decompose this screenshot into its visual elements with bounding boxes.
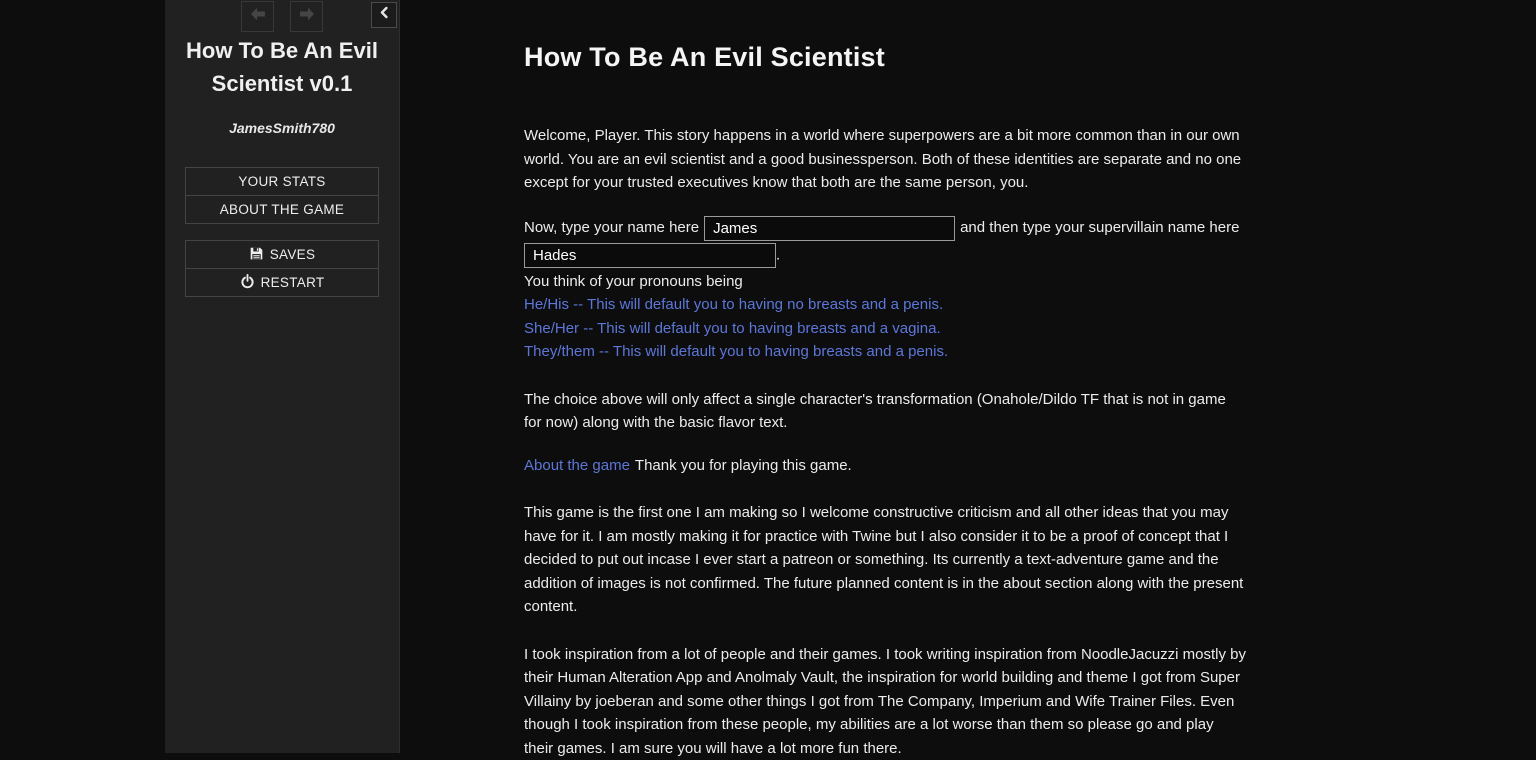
floppy-disk-icon [249, 246, 264, 264]
player-name-input[interactable] [704, 216, 955, 241]
sidebar-item-your-stats[interactable] [185, 167, 379, 196]
dev-note-paragraph: This game is the first one I am making so I welcome constructive criticism and all other ideas that you may have for it. I am mostly making it for practice with Twine but I also consider it to be a proof of concept that I decided to put out incase I ever start a patreon or something. Its currently a text-adventure game and the addition of images is not confirmed. The future planned content is in the about section along with the present content. [524, 501, 1246, 619]
arrow-right-icon [298, 5, 316, 28]
power-icon [240, 274, 255, 292]
about-the-game-link[interactable]: About the game [524, 457, 630, 474]
chevron-left-icon [377, 5, 392, 25]
passage [524, 0, 1246, 760]
sidebar-menu-group [185, 240, 379, 297]
about-the-game-label: ABOUT THE GAME [220, 202, 344, 217]
sidebar-nav-group [185, 167, 379, 224]
name-entry-line [524, 216, 1246, 241]
supervillain-name-input[interactable] [524, 243, 776, 268]
saves-label: SAVES [270, 247, 316, 262]
pronoun-link-they-them[interactable]: They/them -- This will default you to having breasts and a penis. [524, 340, 1246, 364]
pronoun-link-she-her[interactable]: She/Her -- This will default you to having breasts and a vagina. [524, 317, 1246, 341]
restart-label: RESTART [261, 275, 325, 290]
about-line [524, 454, 1246, 478]
history-controls [165, 1, 399, 32]
arrow-left-icon [249, 5, 267, 28]
intro-paragraph: Welcome, Player. This story happens in a world where superpowers are a bit more common than in our own world. You are an evil scientist and a good businessperson. Both of these identities are separate and no one except for your trusted executives know that both are the same person, you. [524, 124, 1246, 195]
thanks-text: Thank you for playing this game. [635, 457, 852, 474]
your-stats-label: YOUR STATS [238, 174, 325, 189]
villain-entry-line [524, 243, 1246, 268]
inspiration-paragraph: I took inspiration from a lot of people and their games. I took writing inspiration from NoodleJacuzzi mostly by their Human Alteration App and Anolmaly Vault, the inspiration for world building and theme I got from Super Villainy by joeberan and some other things I got from The Company, Imperium and Wife Trainer Files. Even though I took inspiration from these people, my abilities are a lot worse than them so please go and play their games. I am sure you will have a lot more fun there. [524, 643, 1246, 760]
restart-button[interactable] [185, 268, 379, 297]
sentence-period: . [776, 246, 780, 263]
saves-button[interactable] [185, 240, 379, 269]
pronoun-link-he-his[interactable]: He/His -- This will default you to having no breasts and a penis. [524, 293, 1246, 317]
history-forward-button[interactable] [290, 1, 323, 32]
story-title: How To Be An Evil Scientist v0.1 [179, 34, 385, 100]
sidebar [165, 0, 400, 753]
name-prompt-label: Now, type your name here [524, 219, 699, 236]
sidebar-item-about-the-game[interactable] [185, 195, 379, 224]
pronoun-prompt: You think of your pronouns being [524, 270, 1246, 294]
story-author: JamesSmith780 [165, 120, 399, 136]
history-back-button[interactable] [241, 1, 274, 32]
choice-note-paragraph: The choice above will only affect a single character's transformation (Onahole/Dildo TF that is not in game for now) along with the basic flavor text. [524, 388, 1246, 435]
name-entry-block [524, 216, 1246, 364]
page-title: How To Be An Evil Scientist [524, 41, 1246, 73]
story-area [401, 0, 1536, 753]
villain-prompt-label: and then type your supervillain name here [960, 219, 1239, 236]
sidebar-collapse-toggle[interactable] [371, 2, 397, 28]
